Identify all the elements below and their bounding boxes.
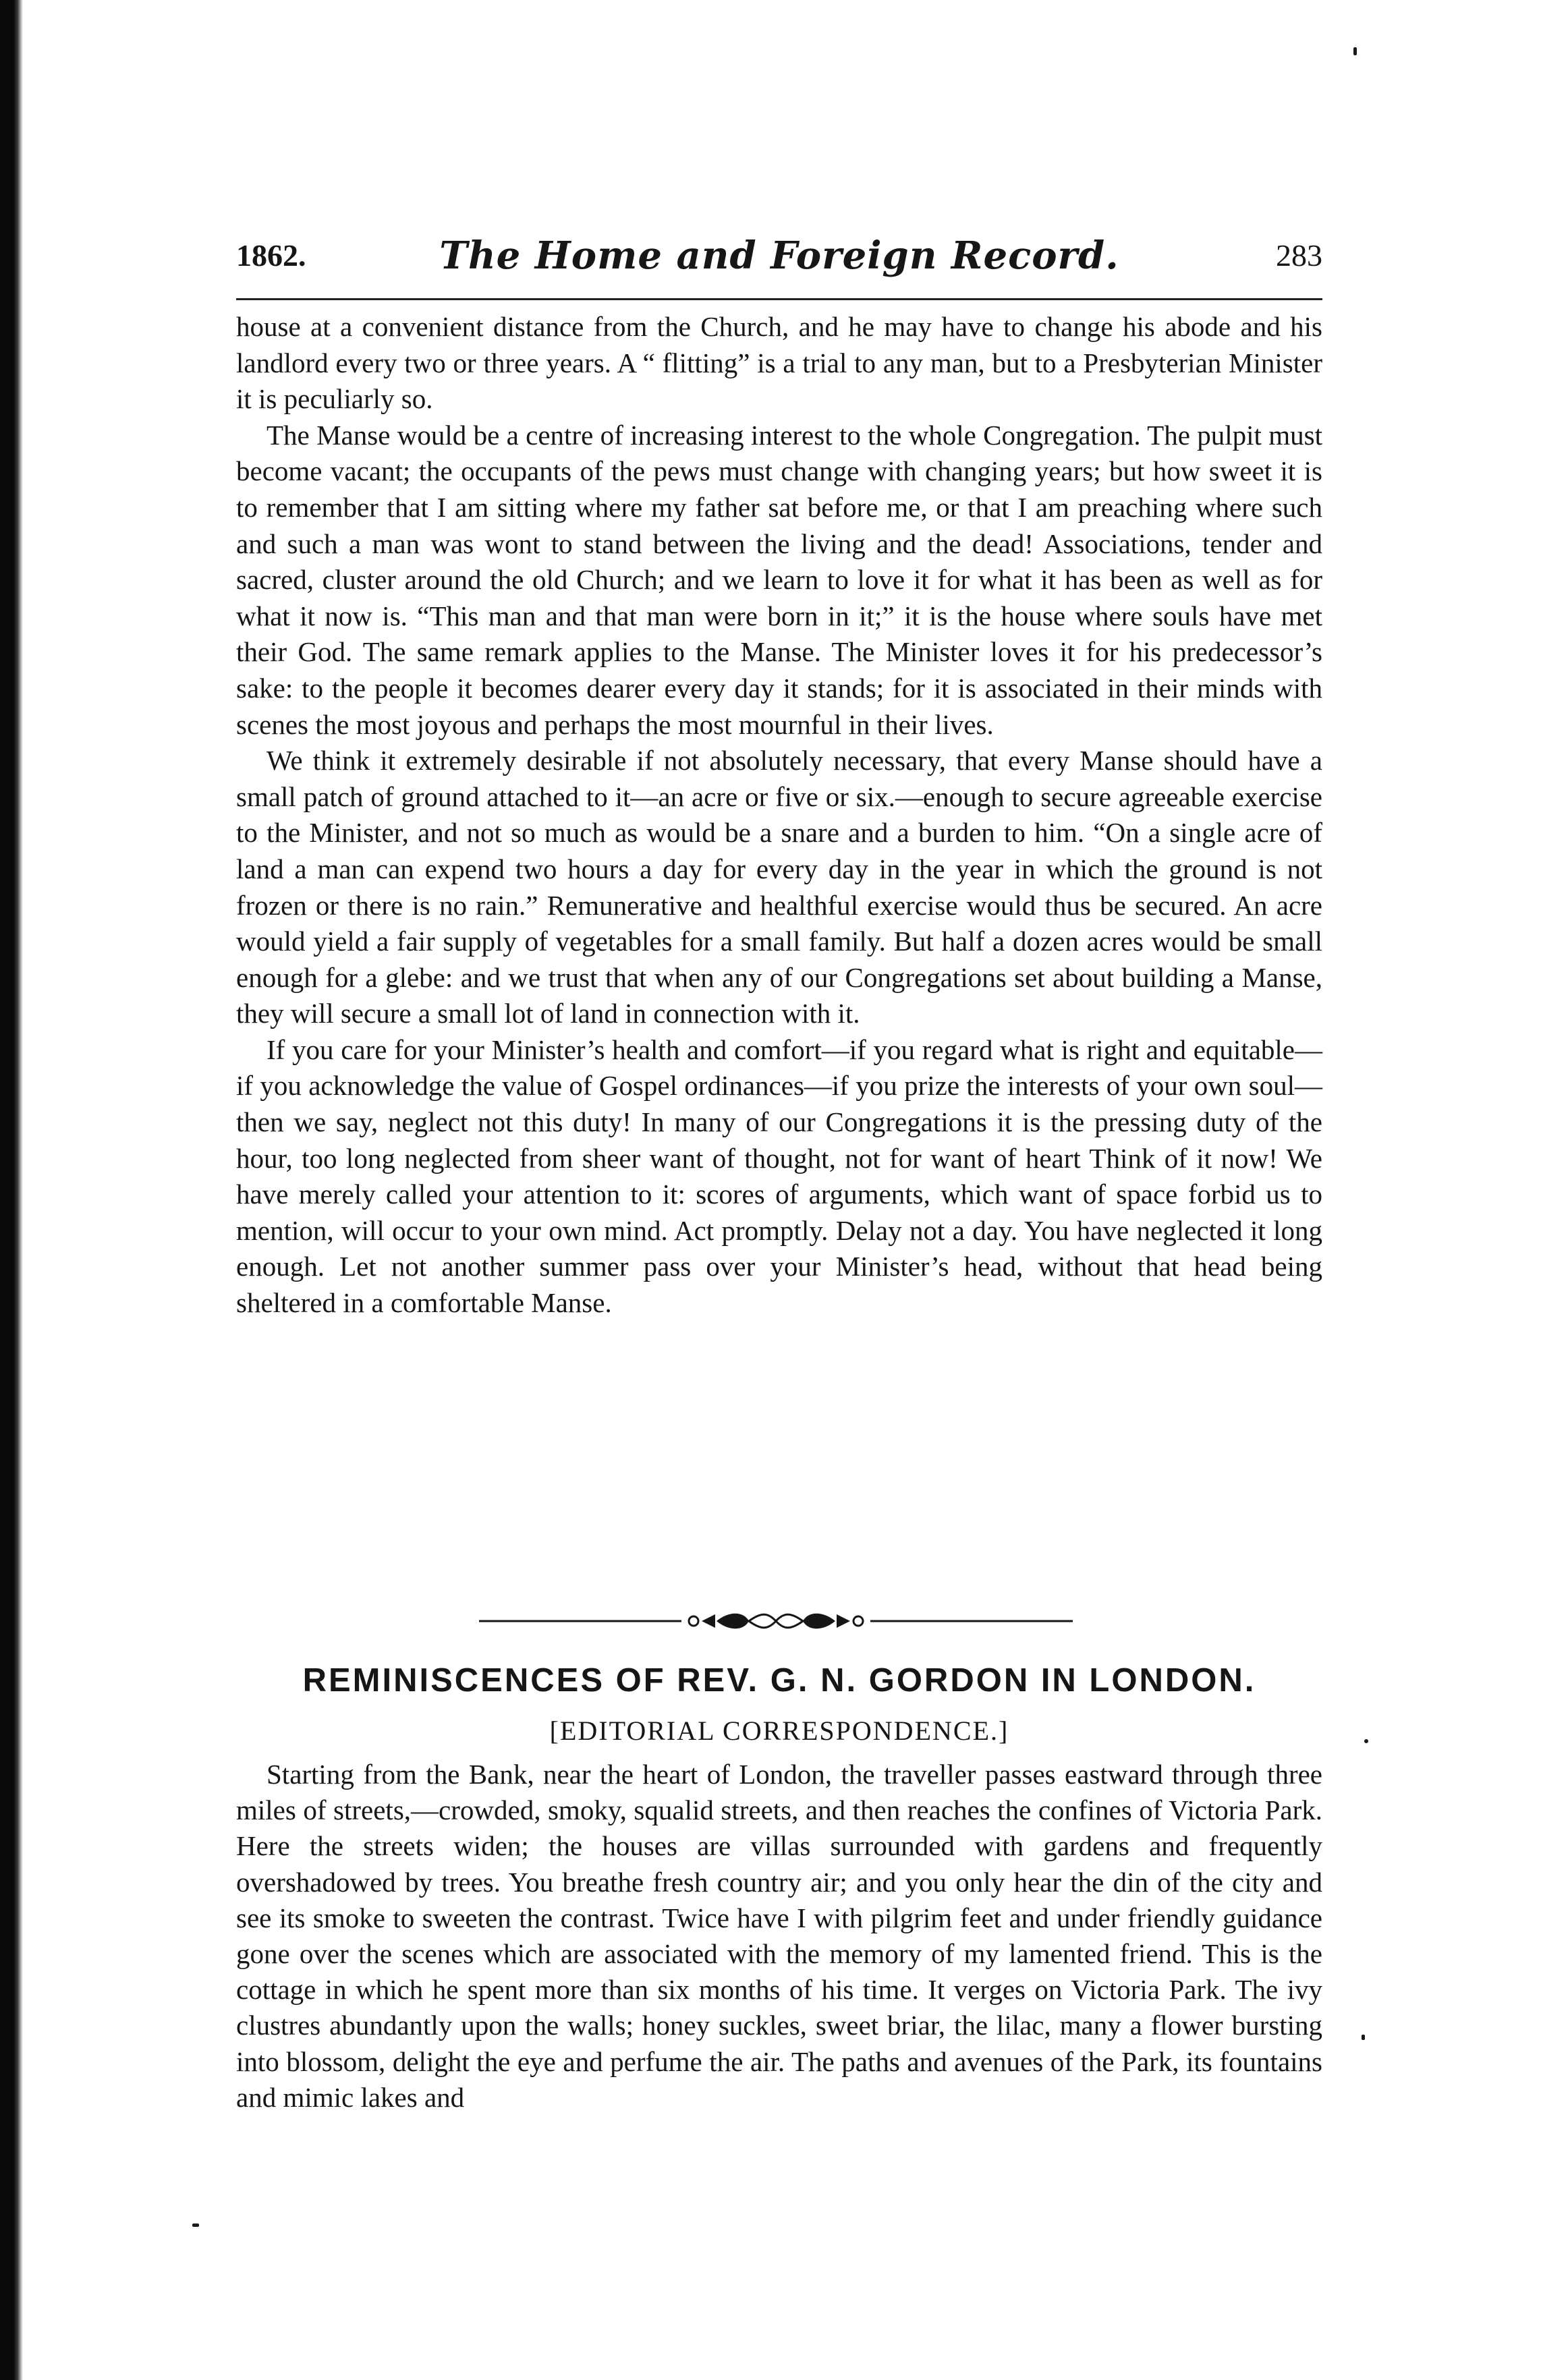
ink-speck xyxy=(1362,2035,1365,2040)
paragraph-manse-interest: The Manse would be a centre of increasing interest to the whole Congregation. The pulpit must become vacant; the occupants of the pews must change with changing years; but how sweet it is to remember that I am sitting where my father sat before me, or that I am preaching where such and such a man was wont to stand between the living and the dead! Associations, tender and sacred, cluster around the old Church; and we learn to love it for what it has been as well as for what it now is. “This man and that man were born in it;” it is the house where souls have met their God. The same remark applies to the Manse. The Minister loves it for his predecessor’s sake: to the people it becomes dearer every day it stands; for it is associated in their minds with scenes the most joyous and perhaps the most mournful in their lives. xyxy=(236,419,1322,740)
ornamental-rule xyxy=(479,1611,1073,1631)
header-rule xyxy=(236,298,1322,300)
paragraph-continued: house at a convenient distance from the Church, and he may have to change his abode and his landlord every two or three years. A “ flitting” is a trial to any man, but to a Presbyterian Minister it is peculiarly so. xyxy=(236,311,1322,415)
article-body xyxy=(236,309,1322,1322)
page-binding-edge xyxy=(0,0,23,2380)
reminiscences-section xyxy=(236,1657,1322,2116)
ink-speck xyxy=(192,2223,199,2227)
ink-speck xyxy=(1353,47,1357,55)
header-year: 1862. xyxy=(236,238,306,273)
ink-speck xyxy=(1364,1739,1368,1743)
section-subtitle: [EDITORIAL CORRESPONDENCE.] xyxy=(549,1716,1009,1746)
paragraph-glebe: We think it extremely desirable if not absolutely necessary, that every Manse should have a small patch of ground attached to it—an acre or five or six.—enough to secure agreeable exercise to the Minister, and not so much as would be a snare and a burden to him. “On a single acre of land a man can expend two hours a day for every day in the year in which the ground is not frozen or there is no rain.” Remunerative and healthful exercise would thus be secured. An acre would yield a fair supply of vegetables for a small family. But half a dozen acres would be small enough for a glebe: and we trust that when any of our Congregations set about building a Manse, they will secure a small lot of land in connection with it. xyxy=(236,745,1322,1029)
header-page-number: 283 xyxy=(1276,238,1322,273)
section-title: REMINISCENCES OF REV. G. N. GORDON IN LONDON. xyxy=(302,1662,1256,1699)
section-paragraph: Starting from the Bank, near the heart of London, the traveller passes eastward through three miles of streets,—crowded, smoky, squalid streets, and then reaches the confines of Victoria Park. Here the streets widen; the houses are villas surrounded with gardens and frequently overshadowed by trees. You breathe fresh country air; and you only hear the din of the city and see its smoke to sweeten the contrast. Twice have I with pilgrim feet and under friendly guidance gone over the scenes which are associated with the memory of my lamented friend. This is the cottage in which he spent more than six months of his time. It verges on Victoria Park. The ivy clustres abundantly upon the walls; honey suckles, sweet briar, the lilac, many a flower bursting into blossom, delight the eye and perfume the air. The paths and avenues of the Park, its fountains and mimic lakes and xyxy=(236,1759,1322,2113)
running-header xyxy=(236,233,1322,291)
header-journal-title: The Home and Foreign Record. xyxy=(439,233,1119,278)
paragraph-appeal: If you care for your Minister’s health and comfort—if you regard what is right and equitable—if you acknowledge the value of Gospel ordinances—if you prize the interests of your own soul—then we say, neglect not this duty! In many of our Congregations it is the pressing duty of the hour, too long neglected from sheer want of thought, not for want of heart Think of it now! We have merely called your attention to it: scores of arguments, which want of space forbid us to mention, will occur to your own mind. Act promptly. Delay not a day. You have neglected it long enough. Let not another summer pass over your Minister’s head, without that head being sheltered in a comfortable Manse. xyxy=(236,1033,1322,1319)
